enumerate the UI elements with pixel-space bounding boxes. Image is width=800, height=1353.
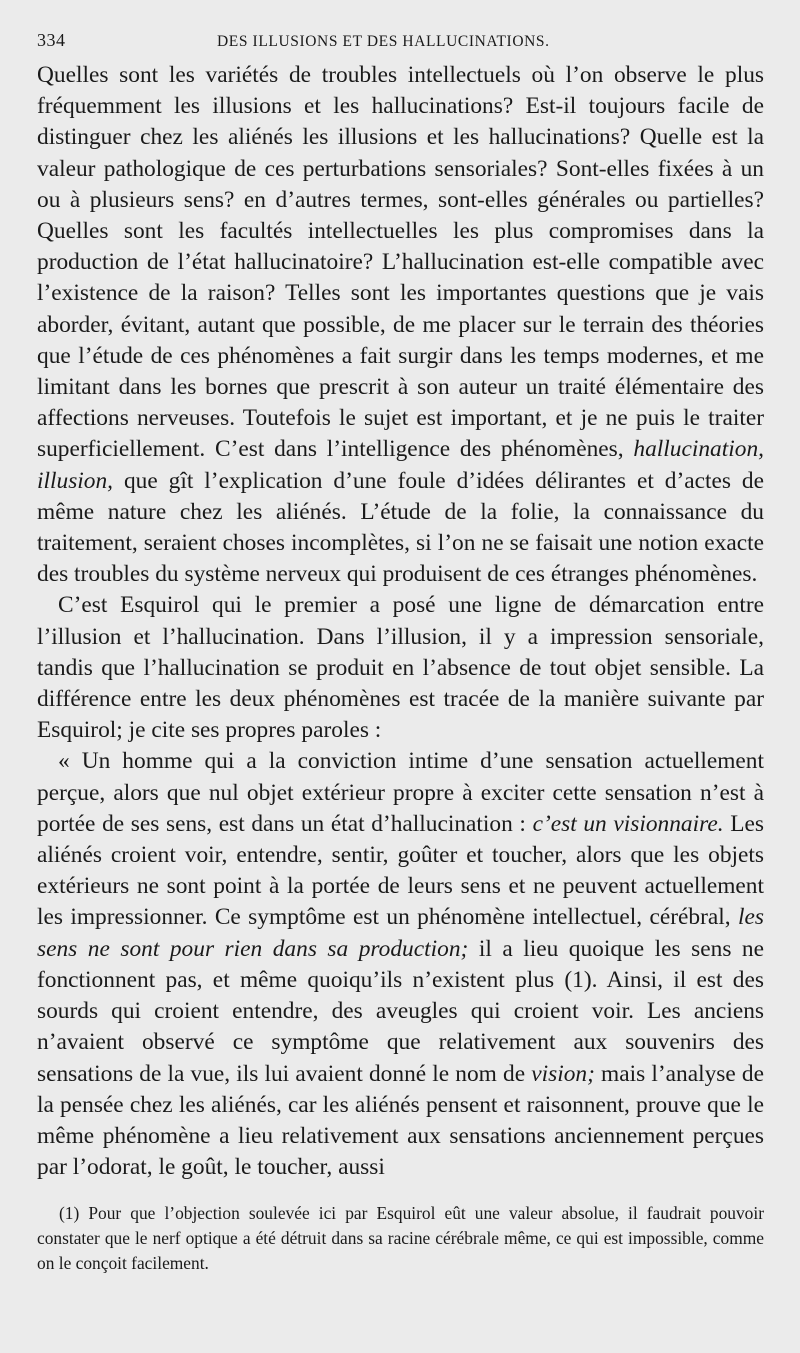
quotation-paragraph [37, 746, 764, 1183]
italic-text: hallucination, illusion, [37, 436, 764, 494]
paragraph [37, 60, 764, 590]
page-header [37, 30, 764, 54]
italic-text: c’est un visionnaire. [532, 810, 724, 837]
page-number: 334 [37, 30, 66, 50]
paragraph-text: Les aliénés croient voir, entendre, sentir, goûter et toucher, alors que les objets extérieurs ne sont point à la portée de leurs sens et ne peuvent actuellement les impressionner. Ce symptôme est un phénomène intellectuel, cérébral, [37, 810, 764, 931]
body-text [37, 60, 764, 1183]
italic-text: vision; [531, 1060, 595, 1087]
italic-text: les sens ne sont pour rien dans sa production; [37, 904, 764, 962]
paragraph-text: Quelles sont les variétés de troubles intellectuels où l’on observe le plus fréquemment les illusions et les hallucinations? Est-il toujours facile de distinguer chez les aliénés les illusions et les hallucinations? Quelle est la valeur pathologique de ces perturbations sensoriales? Sont-elles fixées à un ou à plusieurs sens? en d’autres termes, sont-elles générales ou partielles? Quelles sont les facultés intellectuelles les plus compromises dans la production de l’état hallucinatoire? L’hallucination est-elle compatible avec l’existence de la raison? Telles sont les importantes questions que je vais aborder, évitant, autant que possible, de me placer sur le terrain des théories que l’étude de ces phénomènes a fait surgir dans les temps modernes, et me limitant dans les bornes que prescrit à son auteur un traité élémentaire des affections nerveuses. Toutefois le sujet est important, et je ne puis le traiter superficiellement. C’est dans l’intelligence des phénomènes, [37, 62, 764, 463]
running-title: DES ILLUSIONS ET DES HALLUCINATIONS. [217, 33, 550, 50]
paragraph-text: mais l’analyse de la pensée chez les aliénés, car les aliénés pensent et raisonnent, prouve que le même phénomène a lieu relativement aux sensations anciennement perçues par l’odorat, le goût, le toucher, aussi [37, 1060, 764, 1181]
paragraph-text: C’est Esquirol qui le premier a posé une ligne de démarcation entre l’illusion et l’hallucination. Dans l’illusion, il y a impression sensoriale, tandis que l’hallucination se produit en l’absence de tout objet sensible. La différence entre les deux phénomènes est tracée de la manière suivante par Esquirol; je cite ses propres paroles : [37, 592, 764, 744]
paragraph [37, 590, 764, 746]
paragraph-text: que gît l’explication d’une foule d’idées délirantes et d’actes de même nature chez les aliénés. L’étude de la folie, la connaissance du traitement, seraient choses incomplètes, si l’on ne se faisait une notion exacte des troubles du système nerveux qui produisent de ces étranges phénomènes. [37, 467, 764, 588]
footnote: (1) Pour que l’objection soulevée ici par Esquirol eût une valeur absolue, il faudrait pouvoir constater que le nerf optique a été détruit dans sa racine cérébrale même, ce qui est impossible, comme on le conçoit facilement. [37, 1203, 764, 1274]
paragraph-text: « Un homme qui a la conviction intime d’une sensation actuellement perçue, alors que nul objet extérieur propre à exciter cette sensation n’est à portée de ses sens, est dans un état d’hallucination : [37, 748, 764, 837]
paragraph-text: il a lieu quoique les sens ne fonctionnent pas, et même quoiqu’ils n’existent plus (1). Ainsi, il est des sourds qui croient entendre, des aveugles qui croient voir. Les anciens n’avaient observé ce symptôme que relativement aux souvenirs des sensations de la vue, ils lui avaient donné le nom de [37, 935, 764, 1087]
